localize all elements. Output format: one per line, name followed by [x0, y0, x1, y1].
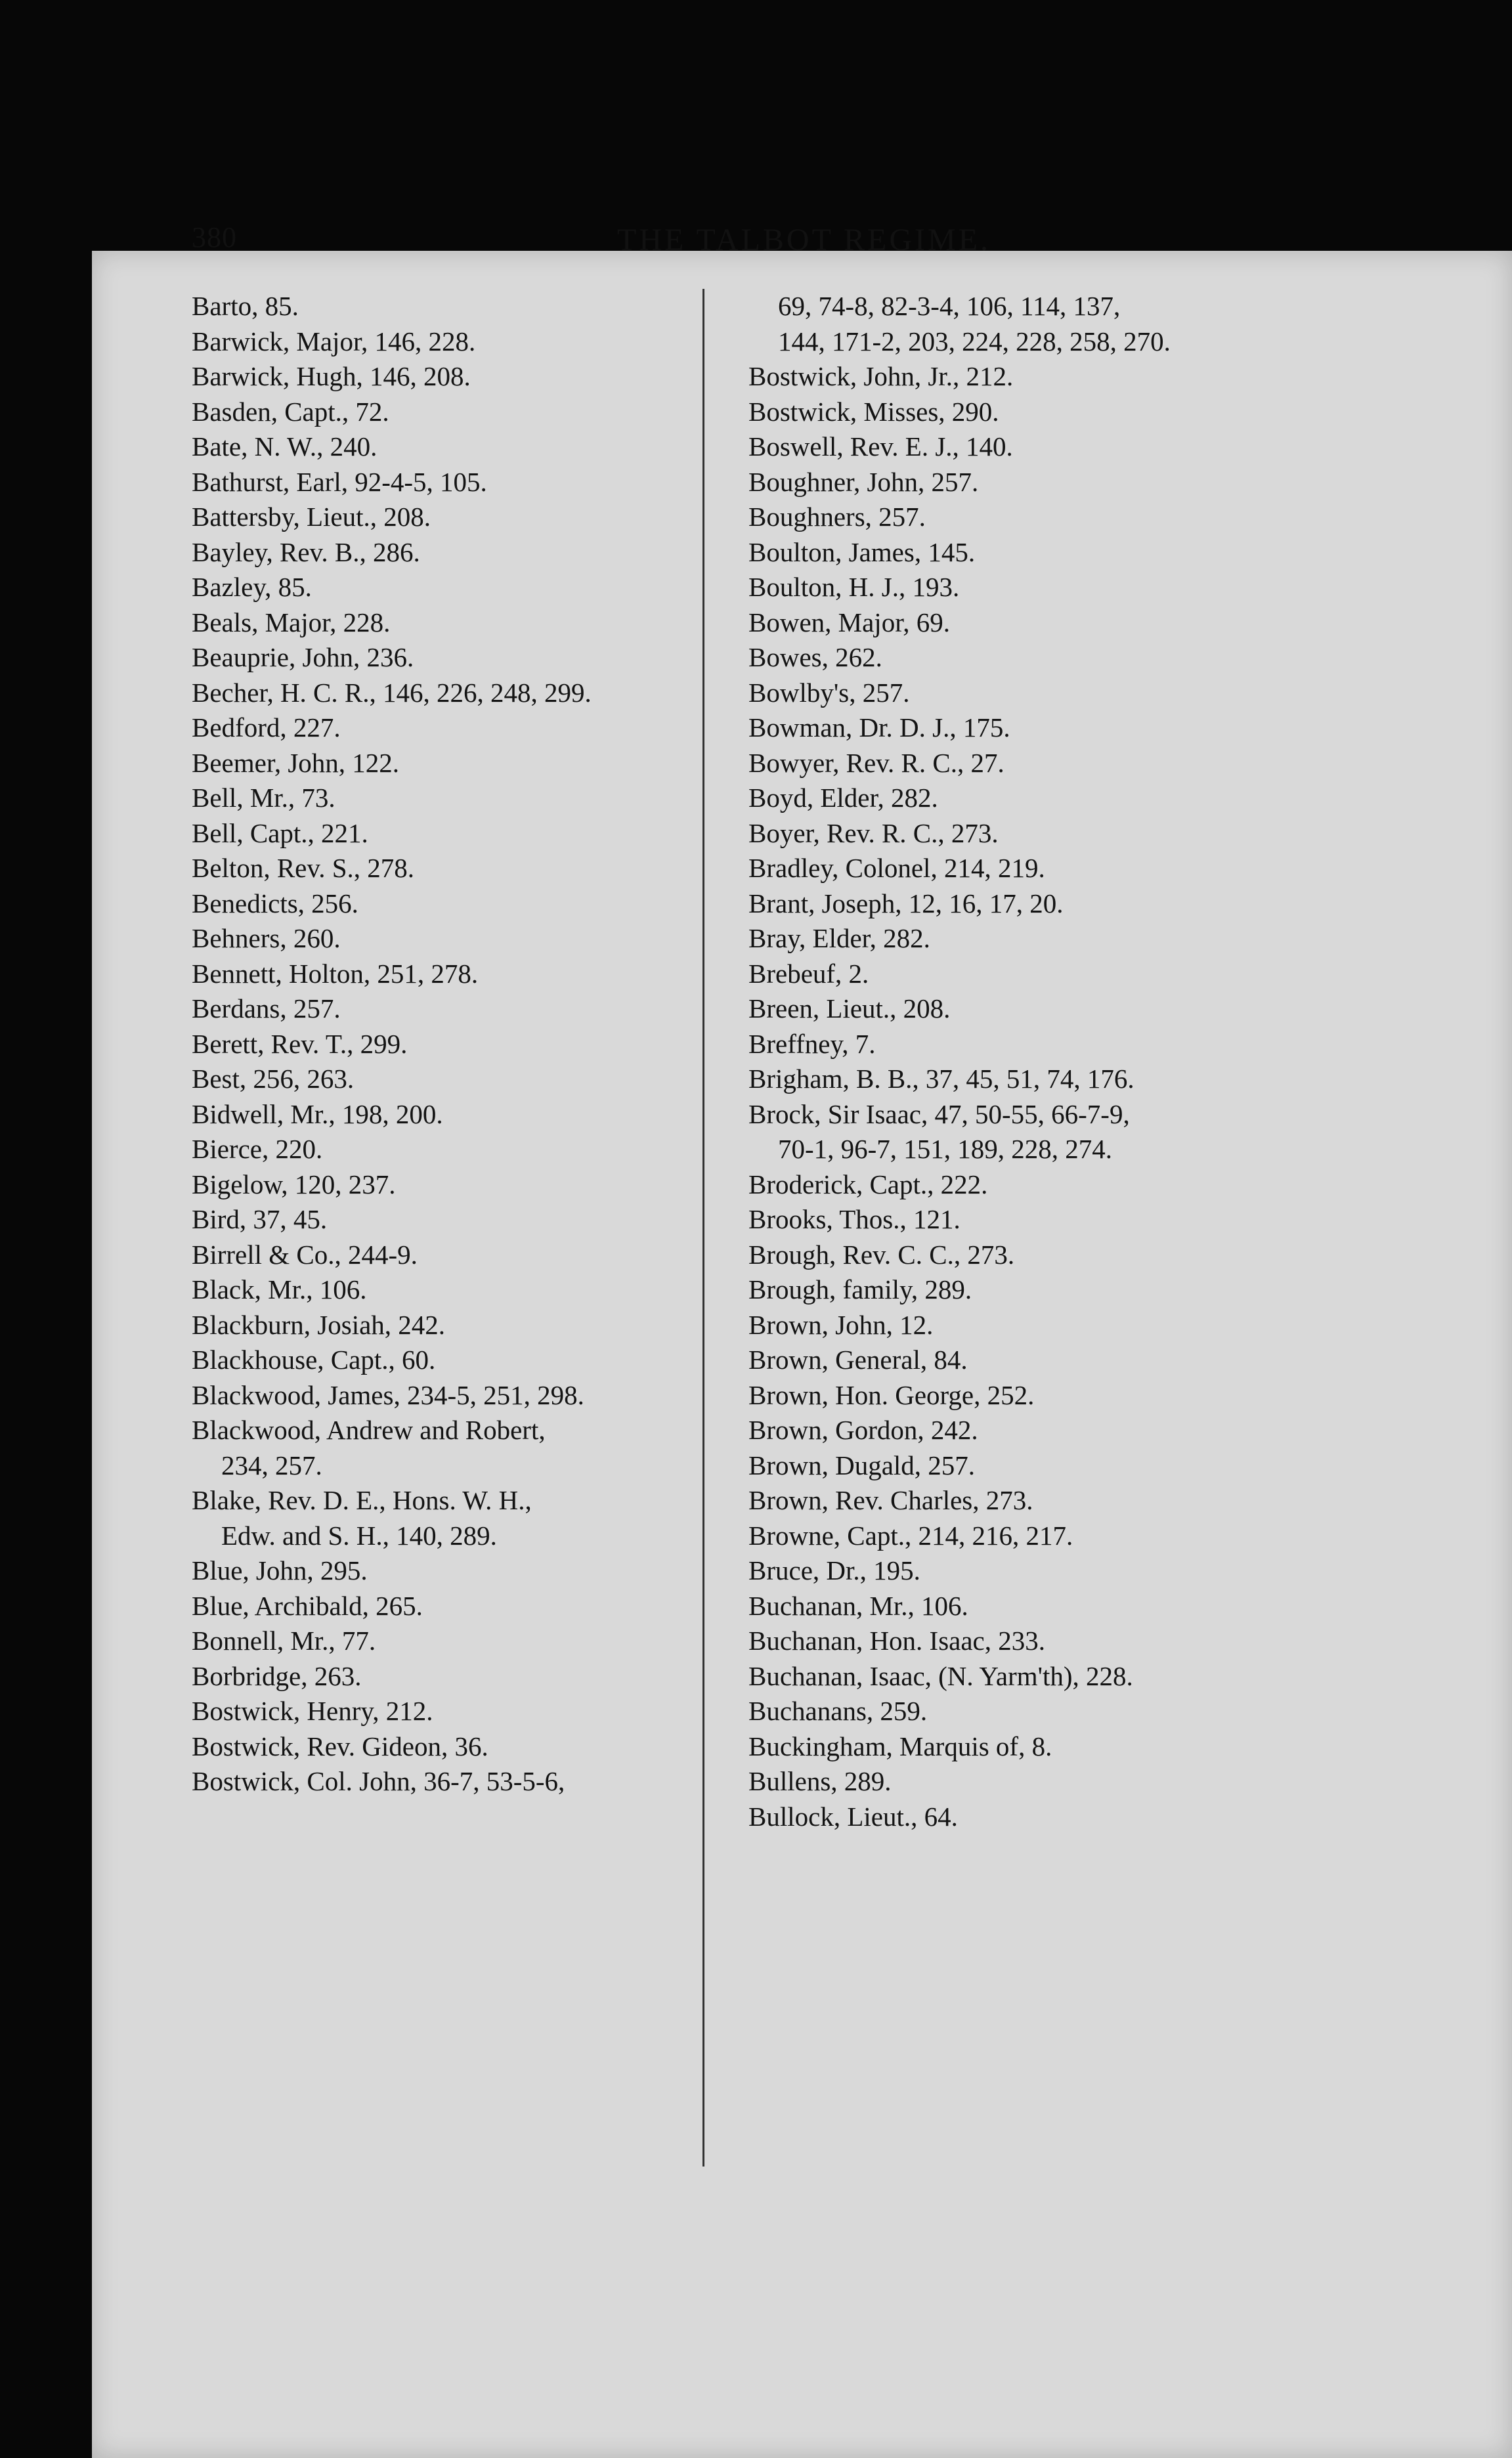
- column-divider: [702, 289, 704, 2167]
- index-entry: Bierce, 220.: [192, 1134, 323, 1164]
- index-entry: Blake, Rev. D. E., Hons. W. H.,: [192, 1485, 532, 1515]
- index-entry: Brown, General, 84.: [748, 1345, 968, 1375]
- index-entry: Beauprie, John, 236.: [192, 642, 414, 672]
- index-entry: Berett, Rev. T., 299.: [192, 1028, 408, 1059]
- index-entry: Beals, Major, 228.: [192, 607, 391, 637]
- index-entry: Bowlby's, 257.: [748, 677, 910, 708]
- index-entry: Benedicts, 256.: [192, 888, 358, 918]
- index-entry: Bate, N. W., 240.: [192, 431, 378, 462]
- index-entry-continuation: 70-1, 96-7, 151, 189, 228, 274.: [778, 1134, 1113, 1164]
- index-entry: Blue, Archibald, 265.: [192, 1590, 423, 1621]
- index-entry: Bidwell, Mr., 198, 200.: [192, 1098, 443, 1129]
- index-entry: Bostwick, Misses, 290.: [748, 396, 999, 427]
- index-entry: Brock, Sir Isaac, 47, 50-55, 66-7-9,: [748, 1098, 1130, 1129]
- index-entry: Broderick, Capt., 222.: [748, 1169, 988, 1199]
- index-entry: Buchanan, Hon. Isaac, 233.: [748, 1626, 1046, 1656]
- index-entry: Boulton, H. J., 193.: [748, 572, 960, 602]
- index-entry: Blackwood, James, 234-5, 251, 298.: [192, 1379, 584, 1410]
- index-entry: Bostwick, Col. John, 36-7, 53-5-6,: [192, 1766, 565, 1796]
- index-entry: Bullock, Lieut., 64.: [748, 1801, 958, 1832]
- index-entry: Brebeuf, 2.: [748, 958, 869, 989]
- index-entry-continuation: 144, 171-2, 203, 224, 228, 258, 270.: [778, 326, 1171, 356]
- index-column-left: [192, 289, 724, 1800]
- index-entry-continuation: Edw. and S. H., 140, 289.: [221, 1520, 497, 1551]
- index-entry: Buchanans, 259.: [748, 1696, 928, 1726]
- index-entry: Boswell, Rev. E. J., 140.: [748, 431, 1013, 462]
- index-entry: Brown, Dugald, 257.: [748, 1450, 976, 1480]
- index-entry: Bowes, 262.: [748, 642, 882, 672]
- index-entry: Bazley, 85.: [192, 572, 312, 602]
- index-entry: Boughner, John, 257.: [748, 466, 979, 497]
- index-entry: Bowyer, Rev. R. C., 27.: [748, 747, 1004, 778]
- index-entry: Buchanan, Mr., 106.: [748, 1590, 968, 1621]
- index-entry: Breffney, 7.: [748, 1028, 876, 1059]
- index-entry: Bowman, Dr. D. J., 175.: [748, 712, 1010, 743]
- index-entry: Bostwick, Henry, 212.: [192, 1696, 433, 1726]
- index-entry: Brown, Hon. George, 252.: [748, 1379, 1035, 1410]
- index-entry: Best, 256, 263.: [192, 1064, 355, 1094]
- index-entry: Bird, 37, 45.: [192, 1204, 328, 1234]
- index-entry: Bonnell, Mr., 77.: [192, 1626, 376, 1656]
- index-entry: Bigelow, 120, 237.: [192, 1169, 396, 1199]
- index-entry: Blackburn, Josiah, 242.: [192, 1309, 446, 1340]
- index-entry: Brough, family, 289.: [748, 1274, 972, 1304]
- index-entry: Brown, John, 12.: [748, 1309, 934, 1340]
- index-entry: Becher, H. C. R., 146, 226, 248, 299.: [192, 677, 592, 708]
- index-entry: Behners, 260.: [192, 923, 341, 953]
- index-entry: Brant, Joseph, 12, 16, 17, 20.: [748, 888, 1064, 918]
- index-entry: Bruce, Dr., 195.: [748, 1555, 920, 1585]
- index-column-right: [748, 289, 1339, 1834]
- index-entry: Boughners, 257.: [748, 502, 926, 532]
- index-entry: Berdans, 257.: [192, 993, 341, 1024]
- index-entry: Blue, John, 295.: [192, 1555, 368, 1585]
- index-entry: Browne, Capt., 214, 216, 217.: [748, 1520, 1073, 1551]
- index-entry: Borbridge, 263.: [192, 1660, 362, 1691]
- index-entry: Battersby, Lieut., 208.: [192, 502, 431, 532]
- index-entry: Birrell & Co., 244-9.: [192, 1239, 418, 1270]
- index-entry: Barto, 85.: [192, 291, 299, 321]
- index-entry: Barwick, Hugh, 146, 208.: [192, 361, 471, 391]
- index-entry: Blackhouse, Capt., 60.: [192, 1345, 436, 1375]
- index-entry: Bostwick, Rev. Gideon, 36.: [192, 1731, 488, 1761]
- index-entry: Bell, Capt., 221.: [192, 817, 368, 848]
- index-entry-continuation: 69, 74-8, 82-3-4, 106, 114, 137,: [778, 291, 1121, 321]
- index-entry: Brough, Rev. C. C., 273.: [748, 1239, 1015, 1270]
- index-entry: Barwick, Major, 146, 228.: [192, 326, 476, 356]
- index-entry: Bostwick, John, Jr., 212.: [748, 361, 1014, 391]
- index-entry: Black, Mr., 106.: [192, 1274, 367, 1304]
- index-entry: Boyd, Elder, 282.: [748, 783, 938, 813]
- index-entry: Blackwood, Andrew and Robert,: [192, 1415, 546, 1445]
- index-entry: Brooks, Thos., 121.: [748, 1204, 961, 1234]
- index-entry: Bray, Elder, 282.: [748, 923, 930, 953]
- running-title: THE TALBOT REGIME.: [617, 223, 991, 257]
- index-entry: Breen, Lieut., 208.: [748, 993, 951, 1024]
- index-entry: Brigham, B. B., 37, 45, 51, 74, 176.: [748, 1064, 1134, 1094]
- index-entry: Beemer, John, 122.: [192, 747, 400, 778]
- index-entry: Bradley, Colonel, 214, 219.: [748, 853, 1045, 883]
- index-entry: Brown, Gordon, 242.: [748, 1415, 978, 1445]
- index-entry: Bayley, Rev. B., 286.: [192, 536, 420, 567]
- index-entry: Buchanan, Isaac, (N. Yarm'th), 228.: [748, 1660, 1133, 1691]
- index-entry: Belton, Rev. S., 278.: [192, 853, 415, 883]
- index-entry: Bathurst, Earl, 92-4-5, 105.: [192, 466, 487, 497]
- index-entry: Brown, Rev. Charles, 273.: [748, 1485, 1033, 1515]
- index-entry: Boyer, Rev. R. C., 273.: [748, 817, 999, 848]
- index-entry: Bedford, 227.: [192, 712, 341, 743]
- index-entry: Buckingham, Marquis of, 8.: [748, 1731, 1052, 1761]
- index-entry: Bullens, 289.: [748, 1766, 892, 1796]
- index-entry: Basden, Capt., 72.: [192, 396, 389, 427]
- page-number: 380: [192, 221, 237, 253]
- index-entry: Bennett, Holton, 251, 278.: [192, 958, 479, 989]
- index-entry: Boulton, James, 145.: [748, 536, 976, 567]
- index-entry-continuation: 234, 257.: [221, 1450, 322, 1480]
- index-entry: Bell, Mr., 73.: [192, 783, 335, 813]
- index-entry: Bowen, Major, 69.: [748, 607, 950, 637]
